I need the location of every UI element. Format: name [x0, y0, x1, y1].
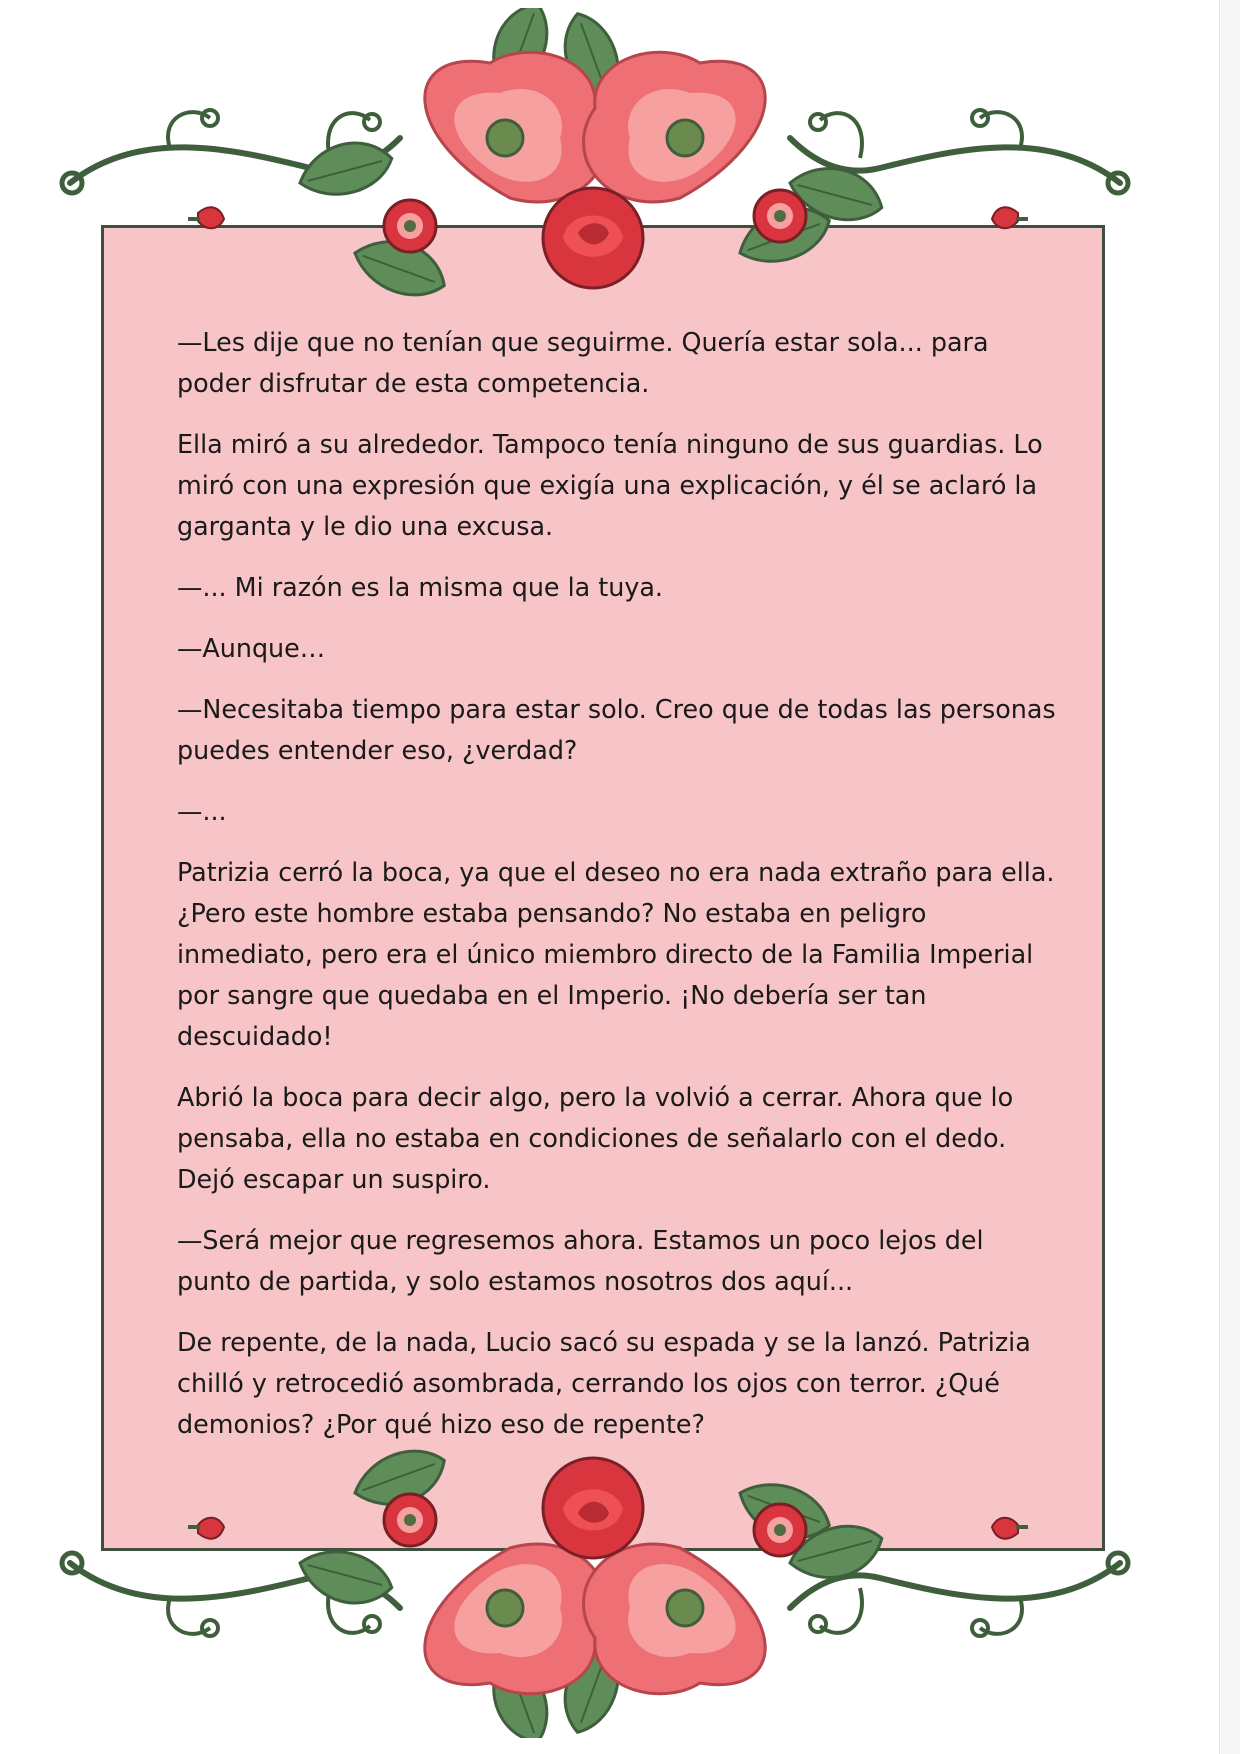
- paragraph: —...: [177, 796, 227, 826]
- paragraph: Abrió la boca para decir algo, pero la volvió a cerrar. Ahora que lo pensaba, ella no estaba en condiciones de señalarlo con el dedo. Dejó escapar un suspiro.: [177, 1082, 1014, 1194]
- paragraph: De repente, de la nada, Lucio sacó su espada y se la lanzó. Patrizia chilló y retrocedió asombrada, cerrando los ojos con terror. ¿Qué demonios? ¿Por qué hizo eso de repente?: [177, 1327, 1031, 1439]
- page-edge-strip: [1219, 0, 1240, 1754]
- paragraph: —Les dije que no tenían que seguirme. Quería estar sola... para poder disfrutar de esta competencia.: [177, 327, 989, 398]
- paragraph: —... Mi razón es la misma que la tuya.: [177, 572, 664, 602]
- bottom-floral-ornament-icon: [50, 1428, 1140, 1738]
- top-floral-ornament-icon: [50, 8, 1140, 318]
- paragraph: Ella miró a su alrededor. Tampoco tenía ninguno de sus guardias. Lo miró con una expresión que exigía una explicación, y él se aclaró la garganta y le dio una excusa.: [177, 429, 1043, 541]
- paragraph: Patrizia cerró la boca, ya que el deseo no era nada extraño para ella. ¿Pero este hombre estaba pensando? No estaba en peligro inmediato, pero era el único miembro directo de la Familia Imperial por sangre que quedaba en el Imperio. ¡No debería ser tan descuidado!: [177, 857, 1055, 1051]
- paragraph: —Será mejor que regresemos ahora. Estamos un poco lejos del punto de partida, y solo estamos nosotros dos aquí...: [177, 1225, 984, 1296]
- paragraph: —Aunque…: [177, 633, 326, 663]
- story-text: [177, 322, 1062, 1465]
- paragraph: —Necesitaba tiempo para estar solo. Creo que de todas las personas puedes entender eso, ¿verdad?: [177, 694, 1056, 765]
